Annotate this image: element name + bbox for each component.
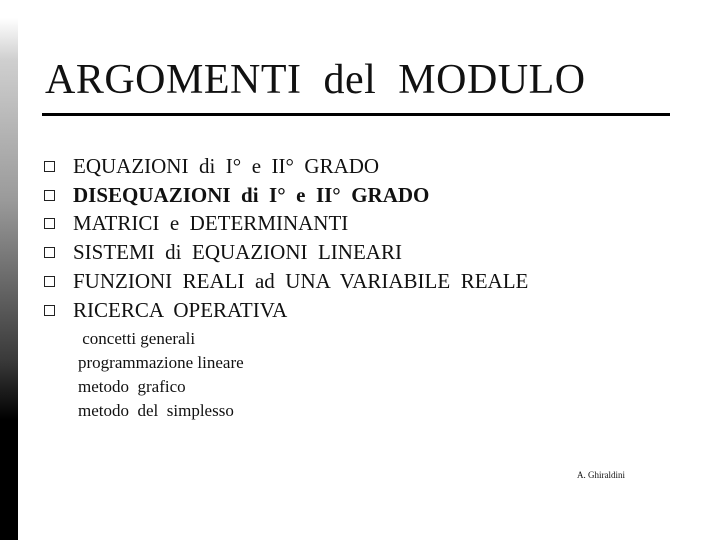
square-bullet-icon — [44, 161, 55, 172]
author-credit: A. Ghiraldini — [577, 470, 625, 480]
subtopic-item: programmazione lineare — [78, 353, 244, 372]
topic-list — [44, 152, 528, 325]
subtopic-item: metodo del simplesso — [78, 401, 234, 420]
topic-item — [44, 181, 528, 210]
square-bullet-icon — [44, 305, 55, 316]
topic-item — [44, 267, 528, 296]
subtopic-item: concetti generali — [78, 329, 196, 348]
title-underline — [42, 113, 670, 116]
topic-label: DISEQUAZIONI di I° e II° GRADO — [73, 182, 430, 207]
square-bullet-icon — [44, 247, 55, 258]
left-decorative-bar — [0, 0, 18, 540]
square-bullet-icon — [44, 190, 55, 201]
topic-item — [44, 210, 528, 239]
topic-label: RICERCA OPERATIVA — [73, 297, 288, 322]
topic-item — [44, 238, 528, 267]
topic-label: MATRICI e DETERMINANTI — [73, 211, 349, 236]
topic-item — [44, 296, 528, 325]
topic-label: SISTEMI di EQUAZIONI LINEARI — [73, 240, 402, 265]
slide-title: ARGOMENTI del MODULO — [45, 57, 586, 103]
topic-label: FUNZIONI REALI ad UNA VARIABILE REALE — [73, 269, 529, 294]
subtopic-item: metodo grafico — [78, 377, 186, 396]
topic-label: EQUAZIONI di I° e II° GRADO — [73, 153, 380, 178]
topic-item — [44, 152, 528, 181]
square-bullet-icon — [44, 276, 55, 287]
square-bullet-icon — [44, 218, 55, 229]
subtopic-list — [78, 327, 244, 423]
